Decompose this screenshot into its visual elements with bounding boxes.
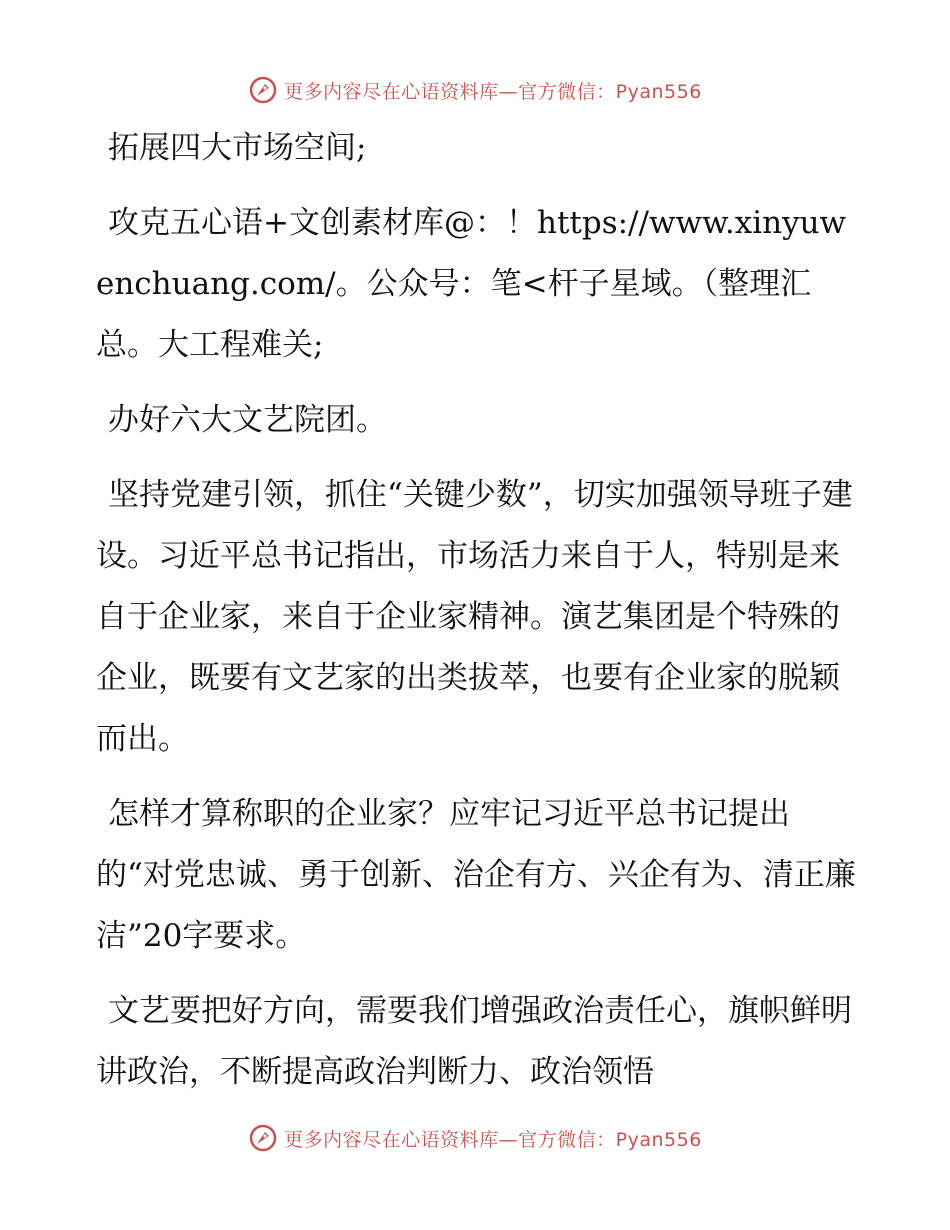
paragraph: 文艺要把好方向，需要我们增强政治责任心，旗帜鲜明讲政治，不断提高政治判断力、政治领悟 bbox=[96, 993, 852, 1090]
paragraph: 办好六大文艺院团。 bbox=[108, 402, 387, 438]
watermark-text: 更多内容尽在心语资料库—官方微信：Pyan556 bbox=[284, 80, 702, 103]
header-watermark bbox=[0, 70, 950, 110]
watermark-text: 更多内容尽在心语资料库—官方微信：Pyan556 bbox=[284, 1128, 702, 1151]
footer-watermark bbox=[0, 1118, 950, 1158]
pen-nib-logo-icon bbox=[248, 1123, 278, 1153]
paragraph: 攻克五心语+文创素材库@：！https://www.xinyuwenchuang.com/。公众号：笔<杆子星域。（整理汇总。大工程难关; bbox=[96, 205, 847, 363]
paragraph: 拓展四大市场空间; bbox=[108, 130, 367, 166]
paragraph: 坚持党建引领，抓住“关键少数”，切实加强领导班子建设。习近平总书记指出，市场活力来自于人，特别是来自于企业家，来自于企业家精神。演艺集团是个特殊的企业，既要有文艺家的出类拔萃，也要有企业家的脱颖而出。 bbox=[96, 477, 853, 757]
paragraph: 怎样才算称职的企业家？应牢记习近平总书记提出的“对党忠诚、勇于创新、治企有方、兴企有为、清正廉洁”20字要求。 bbox=[96, 796, 856, 954]
document-body bbox=[96, 118, 856, 1117]
pen-nib-logo-icon bbox=[248, 75, 278, 105]
